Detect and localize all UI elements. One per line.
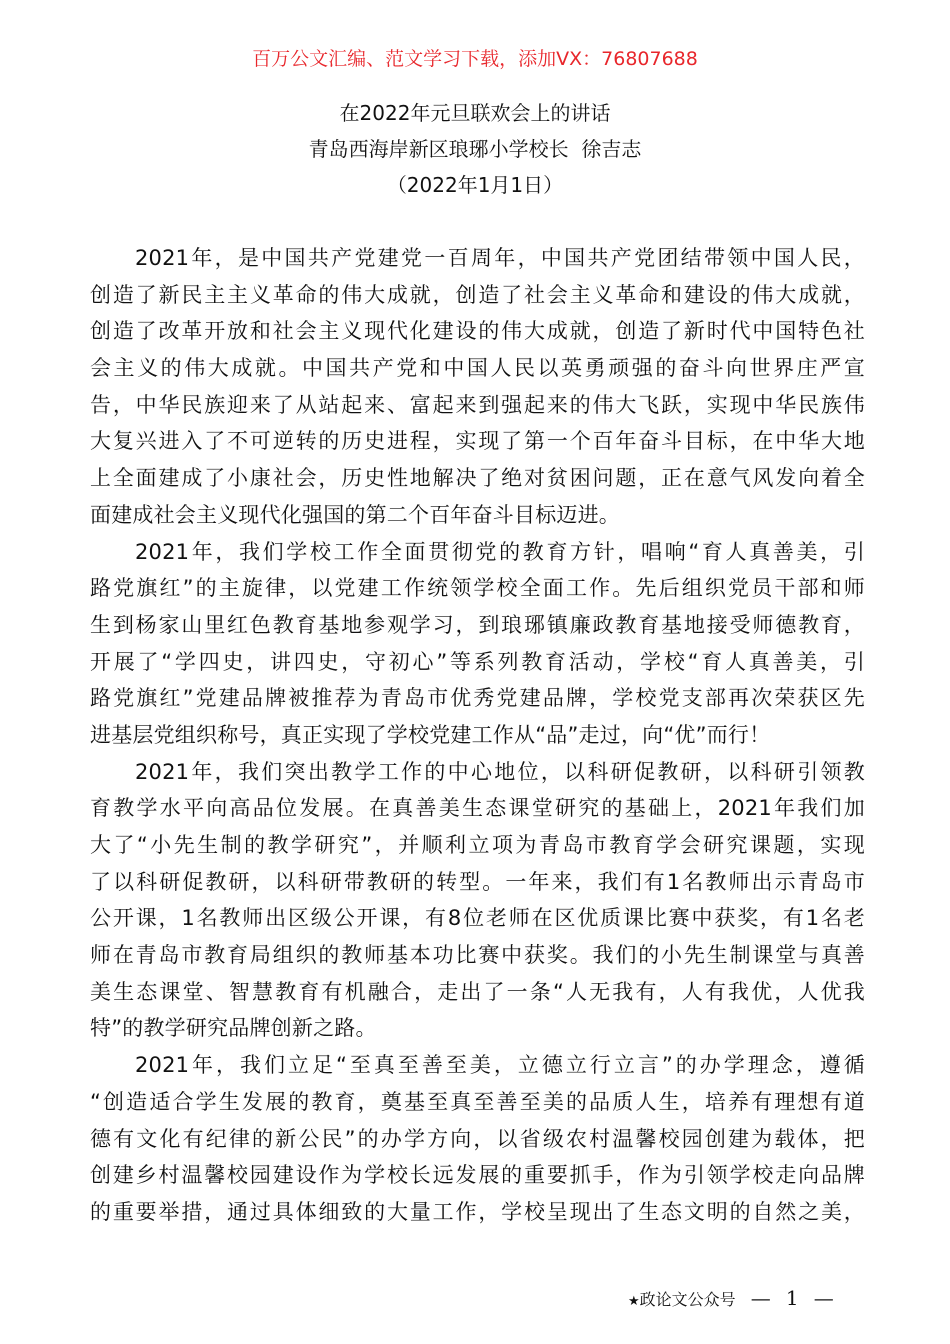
text-line: 美生态课堂、智慧教育有机融合，走出了一条“人无我有，人有我优，人优我 bbox=[90, 979, 865, 1004]
text-line: 了以科研促教研，以科研带教研的转型。一年来，我们有1名教师出示青岛市 bbox=[90, 869, 865, 894]
text-line: 开展了“学四史，讲四史，守初心”等系列教育活动，学校“育人真善美，引 bbox=[90, 649, 865, 674]
text-line: 路党旗红”党建品牌被推荐为青岛市优秀党建品牌，学校党支部再次荣获区先 bbox=[90, 686, 865, 711]
text-line: 路党旗红”的主旋律，以党建工作统领学校全面工作。先后组织党员干部和师 bbox=[90, 576, 865, 601]
text-line: 的重要举措，通过具体细致的大量工作，学校呈现出了生态文明的自然之美， bbox=[90, 1199, 865, 1224]
document-title: 在2022年元旦联欢会上的讲话 bbox=[339, 101, 611, 125]
dash-left: — bbox=[750, 1286, 771, 1310]
paragraph-1 bbox=[90, 240, 865, 534]
page-number: 1 bbox=[785, 1286, 799, 1310]
text-line: “创造适合学生发展的教育，奠基至真至善至美的品质人生，培养有理想有道 bbox=[90, 1089, 865, 1114]
text-line: 会主义的伟大成就。中国共产党和中国人民以英勇顽强的奋斗向世界庄严宣 bbox=[90, 356, 865, 381]
paragraph-4 bbox=[90, 1047, 865, 1230]
paragraph-2 bbox=[90, 534, 865, 754]
text-line: 德有文化有纪律的新公民”的办学方向，以省级农村温馨校园创建为载体，把 bbox=[90, 1126, 865, 1151]
text-line: 进基层党组织称号，真正实现了学校党建工作从“品”走过，向“优”而行！ bbox=[90, 722, 771, 747]
page-footer bbox=[628, 1286, 834, 1310]
star-icon: ★ bbox=[628, 1294, 640, 1309]
document-date: （2022年1月1日） bbox=[386, 173, 564, 197]
text-line: 2021年，我们立足“至真至善至美，立德立行立言”的办学理念，遵循 bbox=[135, 1053, 865, 1078]
text-line: 公开课，1名教师出区级公开课，有8位老师在区优质课比赛中获奖，有1名老 bbox=[90, 906, 865, 931]
text-line: 特”的教学研究品牌创新之路。 bbox=[90, 1016, 377, 1041]
text-line: 大了“小先生制的教学研究”，并顺利立项为青岛市教育学会研究课题，实现 bbox=[90, 833, 865, 857]
document-body bbox=[90, 240, 865, 1231]
text-line: 面建成社会主义现代化强国的第二个百年奋斗目标迈进。 bbox=[90, 502, 620, 527]
text-line: 创造了改革开放和社会主义现代化建设的伟大成就，创造了新时代中国特色社 bbox=[90, 319, 865, 344]
text-line: 2021年，是中国共产党建党一百周年，中国共产党团结带领中国人民， bbox=[135, 246, 865, 270]
document-author: 青岛西海岸新区琅琊小学校长 徐吉志 bbox=[308, 137, 642, 161]
text-line: 创造了新民主主义革命的伟大成就，创造了社会主义革命和建设的伟大成就， bbox=[90, 282, 865, 307]
text-line: 创建乡村温馨校园建设作为学校长远发展的重要抓手，作为引领学校走向品牌 bbox=[90, 1163, 865, 1188]
paragraph-3 bbox=[90, 754, 865, 1048]
text-line: 育教学水平向高品位发展。在真善美生态课堂研究的基础上，2021年我们加 bbox=[90, 796, 865, 821]
document-header bbox=[0, 95, 950, 203]
text-line: 大复兴进入了不可逆转的历史进程，实现了第一个百年奋斗目标，在中华大地 bbox=[90, 429, 865, 454]
text-line: 师在青岛市教育局组织的教师基本功比赛中获奖。我们的小先生制课堂与真善 bbox=[90, 943, 865, 968]
text-line: 上全面建成了小康社会，历史性地解决了绝对贫困问题，正在意气风发向着全 bbox=[90, 466, 865, 491]
text-line: 2021年，我们学校工作全面贯彻党的教育方针，唱响“育人真善美，引 bbox=[135, 539, 865, 564]
dash-right: — bbox=[813, 1286, 834, 1310]
text-line: 2021年，我们突出教学工作的中心地位，以科研促教研，以科研引领教 bbox=[135, 759, 865, 784]
text-line: 生到杨家山里红色教育基地参观学习，到琅琊镇廉政教育基地接受师德教育， bbox=[90, 612, 865, 637]
text-line: 告，中华民族迎来了从站起来、富起来到强起来的伟大飞跃，实现中华民族伟 bbox=[90, 392, 865, 417]
footer-source: 政论文公众号 bbox=[639, 1290, 736, 1309]
promo-banner: 百万公文汇编、范文学习下载，添加VX：76807688 bbox=[252, 48, 698, 70]
